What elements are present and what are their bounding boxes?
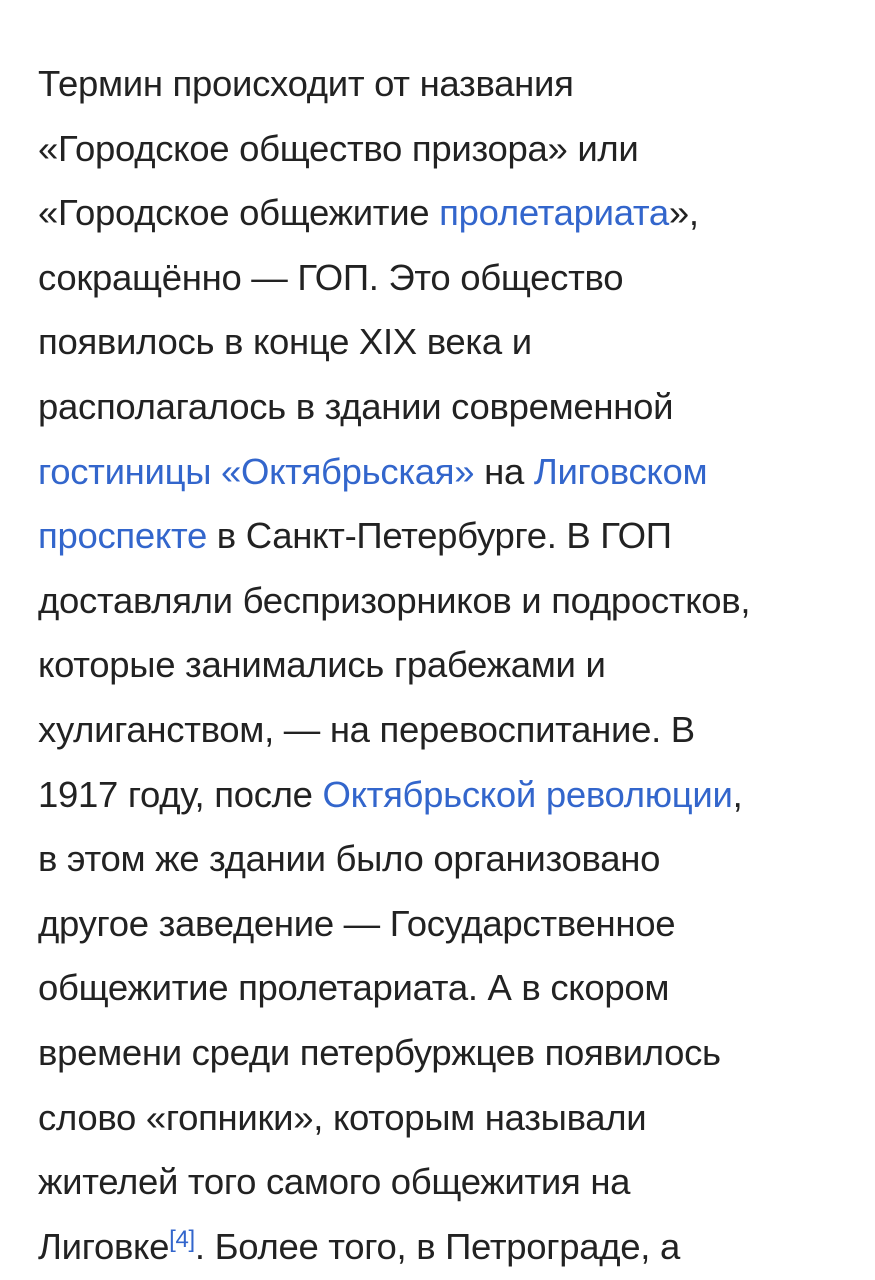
text-line — [38, 52, 858, 117]
article-link[interactable]: гостиницы «Октябрьская» — [38, 450, 475, 492]
text-line — [38, 892, 858, 957]
text-segment: располагалось в здании современной — [38, 385, 674, 427]
text-line — [38, 440, 858, 505]
text-segment: доставляли беспризорников и подростков, — [38, 579, 751, 621]
text-segment: на — [474, 450, 534, 492]
text-segment: жителей того самого общежития на — [38, 1161, 631, 1203]
text-line — [38, 1150, 858, 1215]
text-line — [38, 1215, 858, 1280]
text-segment: », — [668, 192, 699, 234]
article-paragraph — [38, 52, 858, 1279]
text-line — [38, 504, 858, 569]
text-segment: Термин происходит от названия — [38, 63, 574, 104]
text-segment: 1917 году, после — [38, 773, 323, 815]
article-link[interactable]: Лиговском — [533, 450, 708, 492]
text-segment: Лиговке — [38, 1225, 170, 1267]
text-segment: «Городское общежитие — [38, 192, 440, 234]
article-link[interactable]: Октябрьской революции — [322, 773, 733, 815]
text-line — [38, 246, 858, 311]
text-line — [38, 956, 858, 1021]
text-segment: другое заведение — Государственное — [38, 902, 676, 944]
text-segment: в этом же здании было организовано — [38, 838, 661, 880]
text-segment: «Городское общество призора» или — [38, 127, 639, 169]
text-segment: в Санкт-Петербурге. В ГОП — [206, 515, 672, 557]
text-line — [38, 698, 858, 763]
text-segment: общежитие пролетариата. А в скором — [38, 967, 670, 1009]
text-line — [38, 763, 858, 828]
article-link[interactable]: проспекте — [38, 515, 207, 557]
text-line — [38, 633, 858, 698]
text-segment: которые занимались грабежами и — [38, 644, 606, 686]
text-segment: сокращённо — ГОП. Это общество — [38, 256, 624, 298]
text-segment: времени среди петербуржцев появилось — [38, 1031, 721, 1073]
text-line — [38, 375, 858, 440]
text-segment: появилось в конце XIX века и — [38, 321, 532, 363]
text-segment: , — [732, 773, 743, 815]
text-line — [38, 181, 858, 246]
text-segment: . Более того, в Петрограде, а — [194, 1225, 680, 1267]
text-line — [38, 569, 858, 634]
text-line — [38, 1021, 858, 1086]
text-segment: хулиганством, — на перевоспитание. В — [38, 708, 695, 750]
article-link[interactable]: пролетариата — [439, 192, 669, 234]
text-line — [38, 827, 858, 892]
text-line — [38, 310, 858, 375]
text-line — [38, 1086, 858, 1151]
reference-link[interactable]: [4] — [169, 1225, 195, 1253]
text-segment: слово «гопники», которым называли — [38, 1096, 647, 1138]
text-line — [38, 117, 858, 182]
